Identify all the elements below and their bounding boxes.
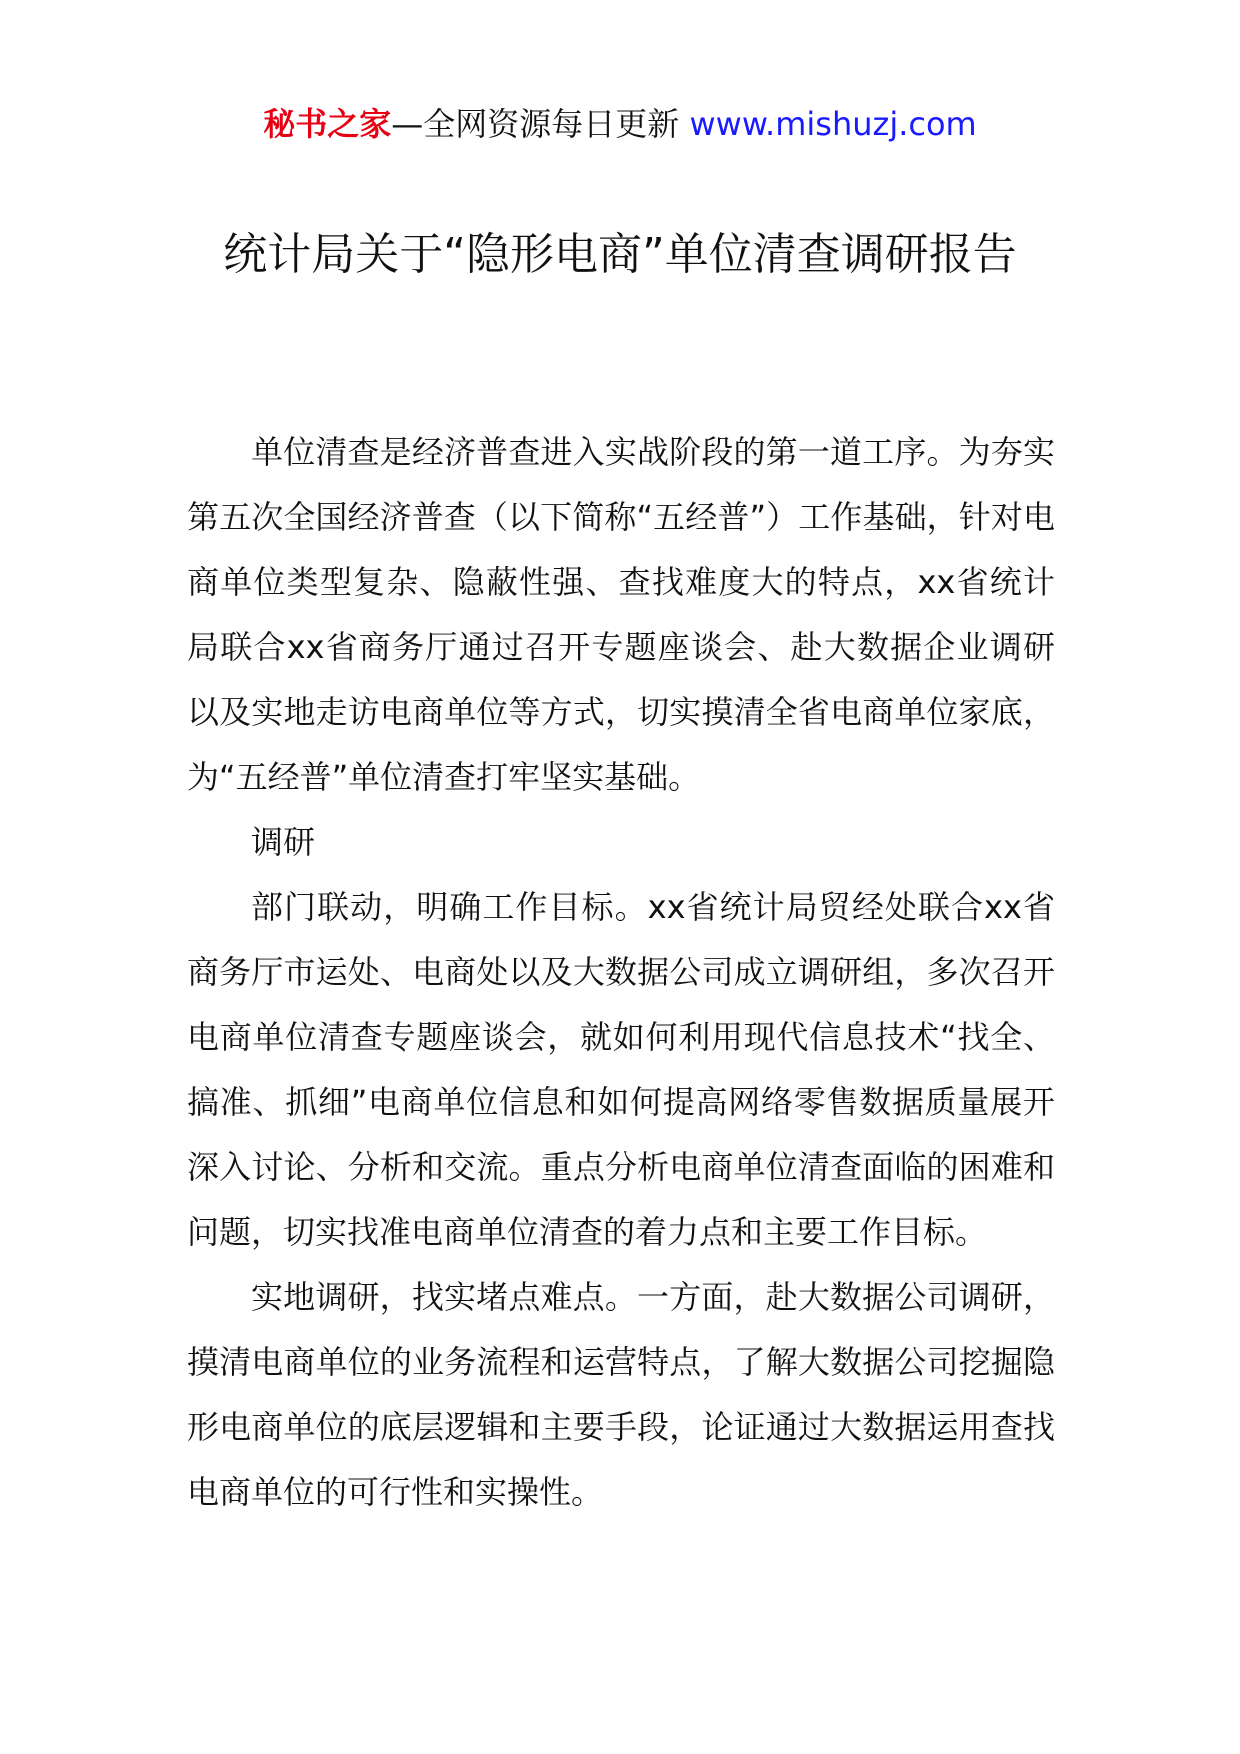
document-body (187, 420, 1055, 1525)
paragraph-intro: 单位清查是经济普查进入实战阶段的第一道工序。为夯实第五次全国经济普查（以下简称“五经普”）工作基础，针对电商单位类型复杂、隐蔽性强、查找难度大的特点，xx省统计局联合xx省商务厅通过召开专题座谈会、赴大数据企业调研以及实地走访电商单位等方式，切实摸清全省电商单位家底，为“五经普”单位清查打牢坚实基础。 (187, 433, 1055, 796)
banner-slogan: —全网资源每日更新 (391, 105, 690, 143)
paragraph-field-research: 实地调研，找实堵点难点。一方面，赴大数据公司调研，摸清电商单位的业务流程和运营特点，了解大数据公司挖掘隐形电商单位的底层逻辑和主要手段，论证通过大数据运用查找电商单位的可行性和实操性。 (187, 1278, 1055, 1511)
document-title: 统计局关于“隐形电商”单位清查调研报告 (223, 229, 1017, 280)
site-banner (0, 100, 1240, 148)
banner-site-link[interactable]: www.mishuzj.com (689, 105, 977, 143)
banner-brand: 秘书之家 (263, 105, 392, 143)
paragraph-department-linkage: 部门联动，明确工作目标。xx省统计局贸经处联合xx省商务厅市运处、电商处以及大数据公司成立调研组，多次召开电商单位清查专题座谈会，就如何利用现代信息技术“找全、搞准、抓细”电商单位信息和如何提高网络零售数据质量展开深入讨论、分析和交流。重点分析电商单位清查面临的困难和问题，切实找准电商单位清查的着力点和主要工作目标。 (187, 888, 1055, 1251)
section-heading: 调研 (251, 823, 316, 861)
